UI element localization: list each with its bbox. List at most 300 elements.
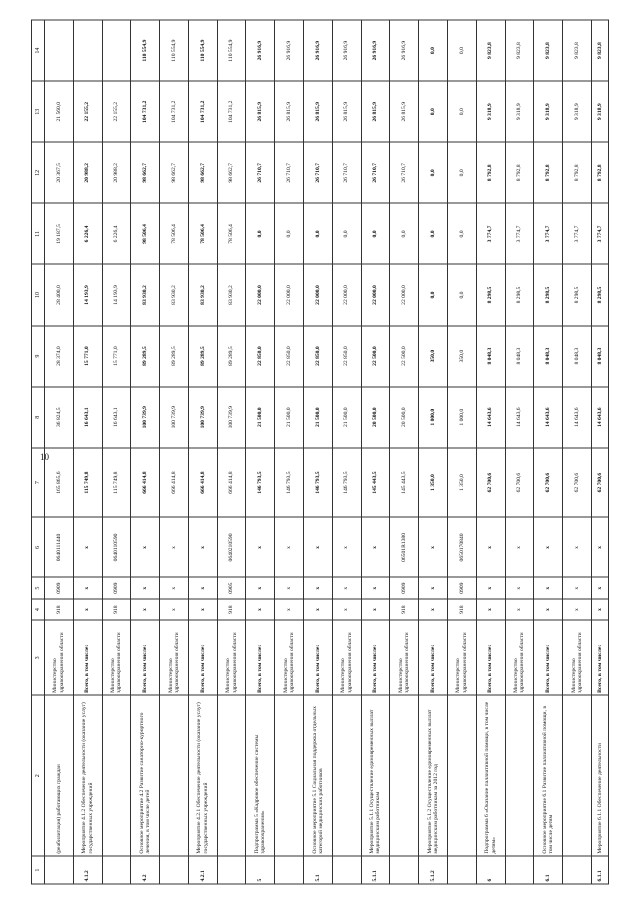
row-source: Всего, в том числе: [361, 620, 390, 695]
row-code-rz: 0909 [102, 577, 131, 598]
row-code-gr: х [131, 599, 160, 620]
row-value: 145 443,5 [390, 448, 419, 518]
header-cell-11: 11 [32, 203, 45, 264]
row-value: 62 700,6 [563, 448, 592, 518]
row-value: 100 739,9 [188, 387, 217, 448]
row-value: 26 916,9 [304, 20, 333, 81]
row-value: 8 298,5 [505, 264, 534, 325]
table-row [45, 20, 74, 884]
row-name [160, 695, 189, 856]
row-value: 98 662,7 [217, 142, 246, 203]
row-name: Мероприятие 5.1.2 Осуществление единовременных выплат медицинским работникам за 2012 год [419, 695, 448, 856]
row-name: Основное мероприятие 5.1 Социальная поддержка отдельных категорий медицинских работников [304, 695, 333, 856]
row-value: 146 793,5 [304, 448, 333, 518]
row-code-rz: х [505, 577, 534, 598]
row-value: 8 048,3 [534, 326, 563, 387]
row-code-csr: х [563, 517, 592, 577]
row-number: 4.2 [131, 856, 160, 884]
row-value: 26 916,9 [390, 20, 419, 81]
row-name [563, 695, 592, 856]
row-value: 145 443,5 [361, 448, 390, 518]
budget-table [31, 20, 609, 885]
row-number [102, 856, 131, 884]
row-value: 8 792,8 [476, 142, 505, 203]
row-source: Министерство здравоохранения области [102, 620, 131, 695]
row-code-rz: х [419, 577, 448, 598]
row-code-csr: 0640111440 [45, 517, 74, 577]
row-value: 26 710,7 [390, 142, 419, 203]
row-name: Подпрограмма 6 «Оказание паллиативной помощи, в том числе детям» [476, 695, 505, 856]
row-value: 22 000,0 [332, 264, 361, 325]
row-code-gr: х [275, 599, 304, 620]
row-value: 0,0 [419, 264, 448, 325]
row-value: 22 000,0 [361, 264, 390, 325]
row-source: Министерство здравоохранения области [45, 620, 74, 695]
row-value: 78 506,4 [160, 203, 189, 264]
row-name: Подпрограмма 5 «Кадровое обеспечение системы здравоохранения» [246, 695, 275, 856]
row-code-csr: 06501R1380 [390, 517, 419, 577]
header-cell-14: 14 [32, 20, 45, 81]
row-value: 78 506,4 [188, 203, 217, 264]
row-source: Всего, в том числе: [419, 620, 448, 695]
row-value: 14 643,6 [591, 387, 608, 448]
row-number [505, 856, 534, 884]
row-name [102, 695, 131, 856]
row-value: 0,0 [419, 203, 448, 264]
table-row [591, 20, 608, 884]
row-value: 20 367,5 [45, 142, 74, 203]
row-code-rz: х [591, 577, 608, 598]
row-code-csr: х [275, 517, 304, 577]
row-value: 8 298,5 [534, 264, 563, 325]
row-source: Министерство здравоохранения области [275, 620, 304, 695]
row-value: 0,0 [447, 81, 476, 142]
row-value: 0,0 [419, 142, 448, 203]
table-row [476, 20, 505, 884]
row-name: Мероприятие 4.2.1 Обеспечение деятельности (оказание услуг) государственных учреждений [188, 695, 217, 856]
row-value: 22 850,0 [275, 326, 304, 387]
row-value: 146 793,5 [275, 448, 304, 518]
row-value: 14 643,6 [476, 387, 505, 448]
row-value: 22 500,0 [361, 326, 390, 387]
row-number: 4.1.2 [73, 856, 102, 884]
row-source: Министерство здравоохранения области [332, 620, 361, 695]
row-value: 21 500,0 [332, 387, 361, 448]
table-row [217, 20, 246, 884]
row-value: 83 930,2 [217, 264, 246, 325]
row-value: 350,0 [447, 326, 476, 387]
row-code-csr: х [188, 517, 217, 577]
row-number: 6.1 [534, 856, 563, 884]
row-source: Всего, в том числе: [73, 620, 102, 695]
row-value: 9 318,9 [534, 81, 563, 142]
row-value: 350,0 [419, 326, 448, 387]
row-value: 0,0 [246, 203, 275, 264]
table-row [102, 20, 131, 884]
row-value: 110 554,9 [217, 20, 246, 81]
row-code-csr: х [361, 517, 390, 577]
row-value: 14 193,9 [73, 264, 102, 325]
row-source: Министерство здравоохранения области [505, 620, 534, 695]
header-row [32, 20, 45, 884]
table-row [275, 20, 304, 884]
row-value: 146 793,5 [332, 448, 361, 518]
table-row [563, 20, 592, 884]
row-value: 83 930,2 [188, 264, 217, 325]
row-value: 115 749,8 [102, 448, 131, 518]
table-row [447, 20, 476, 884]
row-code-rz: 0905 [217, 577, 246, 598]
row-value: 3 774,7 [591, 203, 608, 264]
row-value: 22 850,0 [246, 326, 275, 387]
row-name: Основное мероприятие 6.1 Развитие паллиативной помощи, в том числе детям [534, 695, 563, 856]
row-value: 22 155,2 [102, 81, 131, 142]
table-row [534, 20, 563, 884]
row-value: 26 710,7 [361, 142, 390, 203]
row-code-rz: х [73, 577, 102, 598]
row-code-gr: х [332, 599, 361, 620]
row-value: 62 700,6 [591, 448, 608, 518]
header-cell-6: 6 [32, 517, 45, 577]
row-code-csr: 0640110590 [102, 517, 131, 577]
row-value: 8 792,8 [534, 142, 563, 203]
row-value: 1 350,0 [447, 448, 476, 518]
row-value: 98 662,7 [131, 142, 160, 203]
row-value: 8 048,3 [563, 326, 592, 387]
table-row [361, 20, 390, 884]
table-row [246, 20, 275, 884]
row-value: 22 000,0 [246, 264, 275, 325]
row-value: 110 554,9 [131, 20, 160, 81]
row-value: 26 710,7 [332, 142, 361, 203]
row-value: 16 643,1 [73, 387, 102, 448]
row-value: 666 414,8 [188, 448, 217, 518]
row-value: 0,0 [447, 264, 476, 325]
row-code-rz: х [188, 577, 217, 598]
row-value: 8 298,5 [563, 264, 592, 325]
row-code-gr: х [505, 599, 534, 620]
row-name [390, 695, 419, 856]
row-value: 36 824,5 [45, 387, 74, 448]
row-number [332, 856, 361, 884]
row-value: 110 554,9 [188, 20, 217, 81]
table-row [390, 20, 419, 884]
row-value: 9 823,8 [563, 20, 592, 81]
table-row [131, 20, 160, 884]
row-code-rz: 0909 [390, 577, 419, 598]
row-value: 100 739,9 [217, 387, 246, 448]
row-value: 9 318,9 [476, 81, 505, 142]
row-value: 62 700,6 [476, 448, 505, 518]
row-code-gr: х [591, 599, 608, 620]
row-value: 8 048,3 [476, 326, 505, 387]
row-value: 20 988,2 [73, 142, 102, 203]
row-value: 26 916,9 [332, 20, 361, 81]
row-code-csr: х [332, 517, 361, 577]
row-value: 165 865,6 [45, 448, 74, 518]
row-code-rz: х [563, 577, 592, 598]
row-code-rz: х [246, 577, 275, 598]
row-number [45, 856, 74, 884]
row-value: 62 700,6 [534, 448, 563, 518]
row-code-gr: 918 [102, 599, 131, 620]
row-number: 6.1.1 [591, 856, 608, 884]
row-value: 22 000,0 [304, 264, 333, 325]
row-code-rz: х [160, 577, 189, 598]
row-value: 0,0 [390, 203, 419, 264]
row-name [332, 695, 361, 856]
row-value: 26 710,7 [304, 142, 333, 203]
row-code-rz: х [476, 577, 505, 598]
row-value: 19 187,5 [45, 203, 74, 264]
row-value: 146 793,5 [246, 448, 275, 518]
row-code-csr: х [131, 517, 160, 577]
row-value: 9 823,8 [505, 20, 534, 81]
table-row [304, 20, 333, 884]
table-row [332, 20, 361, 884]
row-number: 5.1.1 [361, 856, 390, 884]
row-value: 3 774,7 [476, 203, 505, 264]
row-code-csr: х [73, 517, 102, 577]
row-value: 6 226,4 [73, 203, 102, 264]
row-name: Мероприятие 6.1.1 Обеспечение деятельности [591, 695, 608, 856]
row-name [505, 695, 534, 856]
row-value [45, 20, 74, 81]
row-name: Основное мероприятие 4.2 Развитие санаторно-курортного лечения, в том числе детей [131, 695, 160, 856]
row-value: 26 710,7 [246, 142, 275, 203]
header-cell-5: 5 [32, 577, 45, 598]
row-number [563, 856, 592, 884]
row-code-gr: х [361, 599, 390, 620]
header-cell-9: 9 [32, 326, 45, 387]
row-code-gr: 918 [447, 599, 476, 620]
row-value: 78 506,4 [217, 203, 246, 264]
row-value: 3 774,7 [563, 203, 592, 264]
row-number [275, 856, 304, 884]
row-source: Всего, в том числе: [304, 620, 333, 695]
row-value: 89 289,5 [131, 326, 160, 387]
row-number: 4.2.1 [188, 856, 217, 884]
row-source: Всего, в том числе: [246, 620, 275, 695]
row-value: 9 318,9 [591, 81, 608, 142]
row-value: 20 500,0 [361, 387, 390, 448]
row-value: 14 643,6 [505, 387, 534, 448]
row-value: 0,0 [447, 142, 476, 203]
row-code-csr: х [505, 517, 534, 577]
row-name [217, 695, 246, 856]
row-code-csr: 0650170840 [447, 517, 476, 577]
header-cell-4: 4 [32, 599, 45, 620]
row-code-gr: 918 [45, 599, 74, 620]
row-number [160, 856, 189, 884]
row-code-gr: х [304, 599, 333, 620]
row-code-rz: х [332, 577, 361, 598]
row-value: 22 500,0 [390, 326, 419, 387]
row-number [447, 856, 476, 884]
row-value: 21 500,0 [246, 387, 275, 448]
row-value: 0,0 [332, 203, 361, 264]
table-row [73, 20, 102, 884]
row-source: Министерство здравоохранения области [217, 620, 246, 695]
row-value: 8 048,3 [591, 326, 608, 387]
row-code-gr: х [246, 599, 275, 620]
row-source: Всего, в том числе: [476, 620, 505, 695]
row-value: 8 792,8 [563, 142, 592, 203]
row-number: 6 [476, 856, 505, 884]
row-value: 104 731,2 [217, 81, 246, 142]
row-source: Всего, в том числе: [534, 620, 563, 695]
row-code-csr: х [160, 517, 189, 577]
row-value: 3 774,7 [534, 203, 563, 264]
row-value: 83 930,2 [131, 264, 160, 325]
row-code-rz: х [131, 577, 160, 598]
row-value: 100 739,9 [131, 387, 160, 448]
header-cell-7: 7 [32, 448, 45, 518]
row-value: 8 048,3 [505, 326, 534, 387]
row-name [275, 695, 304, 856]
row-value: 26 916,9 [275, 20, 304, 81]
row-code-rz: х [304, 577, 333, 598]
row-value: 0,0 [447, 203, 476, 264]
row-value: 9 318,9 [505, 81, 534, 142]
row-value: 6 226,4 [102, 203, 131, 264]
row-name: (реабилитация) работающих граждан [45, 695, 74, 856]
row-source: Всего, в том числе: [131, 620, 160, 695]
row-value: 26 710,7 [275, 142, 304, 203]
row-code-gr: х [534, 599, 563, 620]
row-code-csr: х [476, 517, 505, 577]
row-value: 89 289,5 [188, 326, 217, 387]
row-code-csr: х [591, 517, 608, 577]
row-value: 22 155,2 [73, 81, 102, 142]
row-value: 98 662,7 [188, 142, 217, 203]
row-value: 21 500,0 [304, 387, 333, 448]
row-value: 1 000,0 [447, 387, 476, 448]
row-code-rz: 0909 [447, 577, 476, 598]
row-value: 22 000,0 [390, 264, 419, 325]
row-code-rz: х [534, 577, 563, 598]
row-value: 89 289,5 [217, 326, 246, 387]
row-code-gr: х [160, 599, 189, 620]
row-value: 26 815,9 [275, 81, 304, 142]
table-row [419, 20, 448, 884]
row-value: 9 823,8 [534, 20, 563, 81]
row-value: 666 414,8 [217, 448, 246, 518]
row-value: 14 643,6 [534, 387, 563, 448]
rotated-page [31, 20, 609, 885]
row-value: 104 731,2 [131, 81, 160, 142]
row-value: 0,0 [275, 203, 304, 264]
page-number: 10 [40, 452, 49, 462]
row-value: 26 815,9 [332, 81, 361, 142]
row-number: 5 [246, 856, 275, 884]
row-value: 8 792,8 [591, 142, 608, 203]
row-code-gr: х [419, 599, 448, 620]
row-value: 26 916,9 [361, 20, 390, 81]
row-value: 0,0 [304, 203, 333, 264]
row-value: 9 823,8 [591, 20, 608, 81]
table-row [160, 20, 189, 884]
table-row [188, 20, 217, 884]
row-code-rz: х [361, 577, 390, 598]
row-value [102, 20, 131, 81]
row-value: 22 850,0 [332, 326, 361, 387]
row-code-rz: х [275, 577, 304, 598]
row-value: 104 731,2 [160, 81, 189, 142]
row-value: 14 643,6 [563, 387, 592, 448]
row-value: 15 771,0 [73, 326, 102, 387]
row-value: 26 815,9 [246, 81, 275, 142]
row-value: 26 815,9 [361, 81, 390, 142]
row-code-gr: х [476, 599, 505, 620]
row-value: 3 774,7 [505, 203, 534, 264]
row-code-gr: х [188, 599, 217, 620]
row-value: 100 739,9 [160, 387, 189, 448]
row-code-rz: 0909 [45, 577, 74, 598]
row-value: 21 500,0 [275, 387, 304, 448]
row-value: 9 318,9 [563, 81, 592, 142]
header-cell-13: 13 [32, 81, 45, 142]
row-value: 26 815,9 [304, 81, 333, 142]
row-value: 8 298,5 [591, 264, 608, 325]
header-cell-8: 8 [32, 387, 45, 448]
row-code-csr: х [304, 517, 333, 577]
row-source: Всего, в том числе: [188, 620, 217, 695]
row-value: 14 193,9 [102, 264, 131, 325]
row-value: 115 749,8 [73, 448, 102, 518]
header-cell-12: 12 [32, 142, 45, 203]
row-code-csr: х [534, 517, 563, 577]
row-value: 104 731,2 [188, 81, 217, 142]
row-value: 1 350,0 [419, 448, 448, 518]
row-value: 98 662,7 [160, 142, 189, 203]
row-code-csr: х [246, 517, 275, 577]
row-value: 28 374,0 [45, 326, 74, 387]
row-value: 98 506,4 [131, 203, 160, 264]
row-code-csr: 0640210590 [217, 517, 246, 577]
row-number: 5.1 [304, 856, 333, 884]
row-value: 20 988,2 [102, 142, 131, 203]
row-value: 22 850,0 [304, 326, 333, 387]
header-cell-2: 2 [32, 695, 45, 856]
row-value [73, 20, 102, 81]
row-value: 26 916,9 [246, 20, 275, 81]
row-value: 666 414,8 [160, 448, 189, 518]
row-value: 28 400,0 [45, 264, 74, 325]
row-number: 5.1.2 [419, 856, 448, 884]
row-value: 1 000,0 [419, 387, 448, 448]
row-code-gr: х [563, 599, 592, 620]
header-cell-1: 1 [32, 856, 45, 884]
row-value: 26 815,9 [390, 81, 419, 142]
row-value: 666 414,8 [131, 448, 160, 518]
row-value: 0,0 [419, 20, 448, 81]
row-source: Министерство здравоохранения области [160, 620, 189, 695]
row-value: 0,0 [447, 20, 476, 81]
row-value: 16 643,1 [102, 387, 131, 448]
row-name: Мероприятие 5.1.1 Осуществление единовременных выплат медицинским работникам [361, 695, 390, 856]
table-row [505, 20, 534, 884]
row-name: Мероприятие 4.1.2 Обеспечение деятельности (оказание услуг) государственных учреждений [73, 695, 102, 856]
row-value: 20 500,0 [390, 387, 419, 448]
header-cell-10: 10 [32, 264, 45, 325]
row-value: 110 554,9 [160, 20, 189, 81]
row-value: 21 560,0 [45, 81, 74, 142]
row-number [217, 856, 246, 884]
row-value: 83 930,2 [160, 264, 189, 325]
row-value: 22 000,0 [275, 264, 304, 325]
row-source: Министерство здравоохранения области [390, 620, 419, 695]
